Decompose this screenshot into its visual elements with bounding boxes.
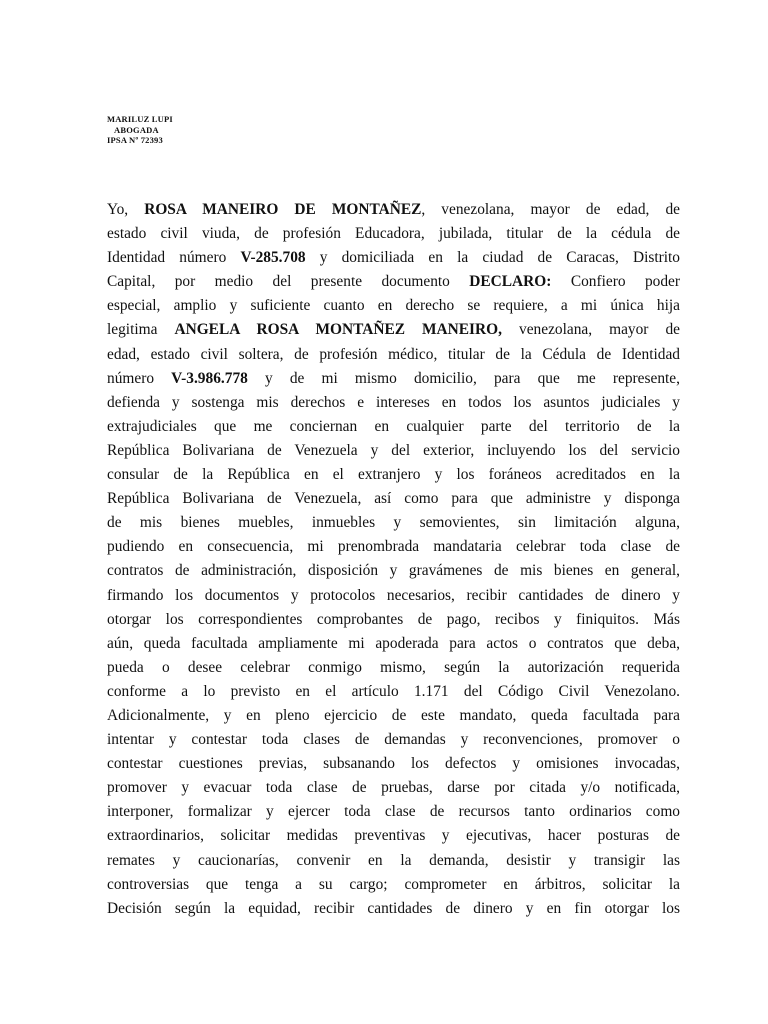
text-segment: conforme a lo previsto en el artículo 1.171 del Código Civil Venezolano.	[107, 682, 680, 700]
bold-text: ANGELA ROSA MONTAÑEZ MANEIRO,	[174, 321, 502, 339]
text-segment: y domiciliada en la ciudad de Caracas, Distrito	[305, 249, 680, 267]
text-segment: , venezolana, mayor de edad, de	[421, 201, 680, 218]
text-line	[107, 343, 680, 367]
text-segment: estado civil viuda, de profesión Educadora, jubilada, titular de la cédula de	[107, 225, 680, 243]
text-segment: extrajudiciales que me conciernan en cualquier parte del territorio de la	[107, 417, 680, 435]
text-segment: remates y caucionarías, convenir en la demanda, desistir y transigir las	[107, 851, 680, 869]
text-segment: consular de la República en el extranjero y los foráneos acreditados en la	[107, 466, 680, 484]
text-line	[107, 873, 680, 897]
bold-text: ROSA MANEIRO DE MONTAÑEZ	[144, 201, 422, 218]
text-line	[107, 728, 680, 752]
text-segment: venezolana, mayor de	[501, 321, 681, 339]
text-line	[107, 535, 680, 559]
text-segment: firmando los documentos y protocolos necesarios, recibir cantidades de dinero y	[107, 586, 680, 604]
text-segment: defienda y sostenga mis derechos e intereses en todos los asuntos judiciales y	[107, 393, 680, 411]
text-segment: interponer, formalizar y ejercer toda clase de recursos tanto ordinarios como	[107, 803, 680, 821]
text-segment: Adicionalmente, y en pleno ejercicio de este mandato, queda facultada para	[107, 706, 680, 724]
text-line	[107, 415, 680, 439]
text-segment: República Bolivariana de Venezuela, así como para que administre y disponga	[107, 490, 680, 508]
text-segment: número	[107, 369, 172, 387]
text-line	[107, 487, 680, 511]
text-line	[107, 704, 680, 728]
text-line	[107, 367, 680, 391]
text-segment: intentar y contestar toda clases de demandas y reconvenciones, promover o	[107, 731, 680, 749]
text-line	[107, 511, 680, 535]
text-segment: Capital, por medio del presente documento	[107, 273, 470, 291]
text-segment: pueda o desee celebrar conmigo mismo, según la autorización requerida	[107, 658, 680, 676]
text-line	[107, 222, 680, 246]
text-line	[107, 391, 680, 415]
bold-text: DECLARO:	[469, 273, 552, 291]
text-line	[107, 318, 680, 342]
text-segment: Yo,	[107, 201, 145, 218]
text-segment: especial, amplio y suficiente cuanto en derecho se requiere, a mi única hija	[107, 297, 680, 315]
text-line	[107, 294, 680, 318]
text-segment: Identidad número	[107, 249, 241, 267]
text-segment: controversias que tenga a su cargo; comprometer en árbitros, solicitar la	[107, 875, 680, 893]
bold-text: V-3.986.778	[171, 369, 248, 387]
document-body	[107, 198, 680, 921]
text-line	[107, 800, 680, 824]
text-segment: edad, estado civil soltera, de profesión médico, titular de la Cédula de Identidad	[107, 345, 680, 363]
lawyer-title: ABOGADA	[114, 124, 159, 135]
text-line	[107, 584, 680, 608]
text-line	[107, 463, 680, 487]
text-line	[107, 824, 680, 848]
text-line	[107, 776, 680, 800]
text-line	[107, 439, 680, 463]
text-line	[107, 608, 680, 632]
lawyer-name: MARILUZ LUPI	[107, 114, 173, 124]
text-segment: legitima	[107, 321, 175, 339]
text-segment: pudiendo en consecuencia, mi prenombrada mandataria celebrar toda clase de	[107, 538, 680, 556]
text-segment: Decisión según la equidad, recibir cantidades de dinero y en fin otorgar los	[107, 899, 680, 917]
text-line	[107, 246, 680, 270]
text-segment: otorgar los correspondientes comprobantes de pago, recibos y finiquitos. Más	[107, 610, 680, 628]
text-line	[107, 752, 680, 776]
text-line	[107, 849, 680, 873]
text-segment: y de mi mismo domicilio, para que me represente,	[247, 369, 680, 387]
text-line	[107, 897, 680, 921]
text-line	[107, 559, 680, 583]
text-segment: extraordinarios, solicitar medidas preventivas y ejecutivas, hacer posturas de	[107, 827, 680, 845]
text-segment: aún, queda facultada ampliamente mi apoderada para actos o contratos que deba,	[107, 634, 680, 652]
text-segment: Confiero poder	[551, 273, 680, 291]
text-line	[107, 680, 680, 704]
text-segment: de mis bienes muebles, inmuebles y semovientes, sin limitación alguna,	[107, 514, 680, 532]
text-line	[107, 632, 680, 656]
text-segment: contratos de administración, disposición y gravámenes de mis bienes en general,	[107, 562, 680, 580]
text-segment: contestar cuestiones previas, subsanando los defectos y omisiones invocadas,	[107, 755, 680, 773]
letterhead	[107, 114, 173, 146]
text-segment: República Bolivariana de Venezuela y del exterior, incluyendo los del servicio	[107, 441, 680, 459]
text-segment: promover y evacuar toda clase de pruebas, darse por citada y/o notificada,	[107, 779, 680, 797]
text-line	[107, 198, 680, 222]
bold-text: V-285.708	[240, 249, 306, 267]
text-line	[107, 656, 680, 680]
lawyer-registration: IPSA Nº 72393	[107, 135, 163, 145]
text-line	[107, 270, 680, 294]
